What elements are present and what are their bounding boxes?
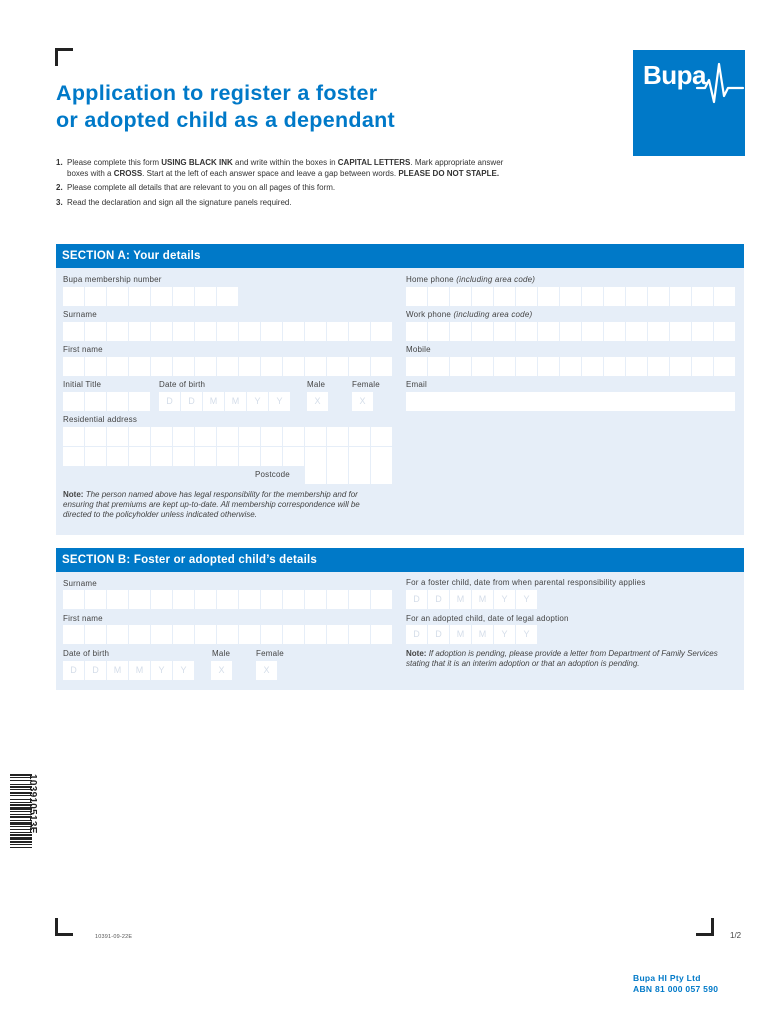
character-box[interactable]: M xyxy=(472,590,493,609)
postcode-label: Postcode xyxy=(255,470,290,479)
character-box[interactable] xyxy=(195,427,216,446)
character-box[interactable] xyxy=(516,322,537,341)
character-box[interactable]: D xyxy=(428,590,449,609)
character-box[interactable] xyxy=(472,322,493,341)
character-box[interactable] xyxy=(406,357,427,376)
barcode-bar xyxy=(10,844,32,845)
character-box[interactable] xyxy=(129,427,150,446)
child-date-of-birth-input[interactable] xyxy=(63,661,194,680)
character-box[interactable] xyxy=(129,287,150,306)
character-box[interactable] xyxy=(582,287,603,306)
character-box[interactable] xyxy=(129,447,150,466)
character-box[interactable]: M xyxy=(225,392,246,411)
character-box[interactable] xyxy=(107,357,128,376)
character-box[interactable]: Y xyxy=(516,625,537,644)
character-box[interactable] xyxy=(371,447,392,466)
male-label: Male xyxy=(307,380,326,389)
character-box[interactable] xyxy=(428,357,449,376)
section-a-note xyxy=(63,490,383,520)
first-name-label: First name xyxy=(63,345,103,354)
character-box[interactable] xyxy=(472,357,493,376)
character-box[interactable] xyxy=(349,590,370,609)
character-box[interactable] xyxy=(283,590,304,609)
work-phone-input[interactable] xyxy=(406,322,735,341)
character-box[interactable] xyxy=(494,322,515,341)
character-box[interactable] xyxy=(305,625,326,644)
instruction-text: . Mark appropriate answer boxes with a xyxy=(67,158,504,178)
character-box[interactable] xyxy=(327,427,348,446)
address-line-1-input[interactable] xyxy=(63,427,392,446)
character-box[interactable] xyxy=(239,625,260,644)
character-box[interactable] xyxy=(129,625,150,644)
character-box[interactable] xyxy=(173,322,194,341)
character-box[interactable] xyxy=(217,322,238,341)
character-box[interactable]: M xyxy=(450,590,471,609)
character-box[interactable] xyxy=(107,392,128,411)
instruction-2 xyxy=(56,183,506,194)
character-box[interactable] xyxy=(151,447,172,466)
character-box[interactable] xyxy=(371,322,392,341)
character-box[interactable]: M xyxy=(450,625,471,644)
section-b xyxy=(56,548,744,690)
character-box[interactable] xyxy=(428,322,449,341)
section-b-heading: SECTION B: Foster or adopted child’s details xyxy=(56,548,744,572)
character-box[interactable] xyxy=(63,392,84,411)
character-box[interactable] xyxy=(305,357,326,376)
character-box[interactable] xyxy=(217,590,238,609)
character-box[interactable] xyxy=(129,357,150,376)
character-box[interactable] xyxy=(63,447,84,466)
character-box[interactable]: D xyxy=(428,625,449,644)
character-box[interactable] xyxy=(714,322,735,341)
character-box[interactable] xyxy=(151,625,172,644)
character-box[interactable] xyxy=(63,287,84,306)
character-box[interactable]: X xyxy=(352,392,373,411)
date-of-birth-input[interactable] xyxy=(159,392,290,411)
instructions-list xyxy=(56,158,506,212)
section-a-heading: SECTION A: Your details xyxy=(56,244,744,268)
character-box[interactable] xyxy=(173,625,194,644)
note-text: If adoption is pending, please provide a letter from Department of Family Services stating that it is an interim adoption or that an adoption is pending. xyxy=(406,649,718,668)
character-box[interactable] xyxy=(714,357,735,376)
home-phone-label xyxy=(406,275,535,284)
character-box[interactable] xyxy=(283,447,304,466)
barcode-bar xyxy=(10,834,32,836)
barcode-bar xyxy=(10,841,32,843)
character-box[interactable] xyxy=(428,287,449,306)
character-box[interactable] xyxy=(129,590,150,609)
character-box[interactable] xyxy=(283,357,304,376)
character-box[interactable]: M xyxy=(129,661,150,680)
section-b-note xyxy=(406,649,736,669)
character-box[interactable] xyxy=(604,322,625,341)
character-box[interactable]: X xyxy=(211,661,232,680)
surname-label: Surname xyxy=(63,310,97,319)
character-box[interactable] xyxy=(173,447,194,466)
character-box[interactable] xyxy=(63,322,84,341)
character-box[interactable] xyxy=(494,357,515,376)
character-box[interactable] xyxy=(217,287,238,306)
character-box[interactable] xyxy=(450,287,471,306)
child-female-checkbox[interactable] xyxy=(256,661,277,680)
character-box[interactable] xyxy=(371,625,392,644)
character-box[interactable] xyxy=(305,465,326,484)
initial-title-label: Initial Title xyxy=(63,380,102,389)
character-box[interactable] xyxy=(516,357,537,376)
character-box[interactable] xyxy=(327,625,348,644)
character-box[interactable] xyxy=(670,357,691,376)
character-box[interactable] xyxy=(173,357,194,376)
character-box[interactable] xyxy=(327,590,348,609)
character-box[interactable] xyxy=(195,322,216,341)
character-box[interactable] xyxy=(327,447,348,466)
character-box[interactable] xyxy=(305,447,326,466)
character-box[interactable] xyxy=(692,287,713,306)
logo-text: Bupa xyxy=(643,60,706,90)
residential-address-label: Residential address xyxy=(63,415,138,424)
character-box[interactable] xyxy=(327,465,348,484)
character-box[interactable] xyxy=(604,357,625,376)
character-box[interactable] xyxy=(217,427,238,446)
character-box[interactable] xyxy=(107,590,128,609)
company-name: Bupa HI Pty Ltd xyxy=(633,973,701,983)
character-box[interactable] xyxy=(261,625,282,644)
character-box[interactable] xyxy=(107,447,128,466)
character-box[interactable]: M xyxy=(107,661,128,680)
character-box[interactable] xyxy=(261,590,282,609)
character-box[interactable] xyxy=(538,322,559,341)
instruction-text: Please complete this form xyxy=(67,158,162,167)
character-box[interactable] xyxy=(371,465,392,484)
character-box[interactable] xyxy=(406,287,427,306)
character-box[interactable] xyxy=(305,590,326,609)
home-phone-hint: (including area code) xyxy=(456,275,536,284)
character-box[interactable] xyxy=(626,322,647,341)
character-box[interactable]: Y xyxy=(173,661,194,680)
instruction-1 xyxy=(56,158,506,179)
character-box[interactable] xyxy=(217,625,238,644)
instruction-number: 1. xyxy=(56,158,63,167)
email-input[interactable] xyxy=(406,392,735,411)
child-male-checkbox[interactable] xyxy=(211,661,232,680)
character-box[interactable] xyxy=(261,357,282,376)
character-box[interactable] xyxy=(85,427,106,446)
page-number: 1/2 xyxy=(730,931,742,940)
character-box[interactable] xyxy=(239,357,260,376)
character-box[interactable]: X xyxy=(307,392,328,411)
instruction-number: 3. xyxy=(56,197,63,207)
character-box[interactable] xyxy=(151,590,172,609)
character-box[interactable] xyxy=(107,322,128,341)
address-line-2-input[interactable] xyxy=(63,447,392,466)
section-a xyxy=(56,244,744,535)
mobile-input[interactable] xyxy=(406,357,735,376)
character-box[interactable]: Y xyxy=(151,661,172,680)
character-box[interactable] xyxy=(63,427,84,446)
character-box[interactable] xyxy=(129,322,150,341)
home-phone-text: Home phone xyxy=(406,275,454,284)
note-label: Note: xyxy=(406,649,427,658)
character-box[interactable] xyxy=(538,357,559,376)
character-box[interactable]: D xyxy=(406,625,427,644)
character-box[interactable] xyxy=(648,357,669,376)
female-checkbox[interactable] xyxy=(352,392,373,411)
child-first-name-label: First name xyxy=(63,614,103,623)
character-box[interactable] xyxy=(305,427,326,446)
character-box[interactable] xyxy=(173,590,194,609)
instruction-3 xyxy=(56,198,506,209)
character-box[interactable] xyxy=(107,287,128,306)
character-box[interactable] xyxy=(63,590,84,609)
character-box[interactable] xyxy=(349,322,370,341)
male-checkbox[interactable] xyxy=(307,392,328,411)
character-box[interactable] xyxy=(648,322,669,341)
foster-date-input[interactable] xyxy=(406,590,537,609)
character-box[interactable] xyxy=(604,287,625,306)
character-box[interactable] xyxy=(371,357,392,376)
character-box[interactable] xyxy=(85,322,106,341)
character-box[interactable]: Y xyxy=(494,590,515,609)
character-box[interactable] xyxy=(494,287,515,306)
adoption-date-label: For an adopted child, date of legal adoption xyxy=(406,614,569,623)
character-box[interactable] xyxy=(371,427,392,446)
instruction-bold: CROSS xyxy=(113,168,143,178)
work-phone-label xyxy=(406,310,532,319)
character-box[interactable] xyxy=(538,287,559,306)
character-box[interactable] xyxy=(560,287,581,306)
character-box[interactable] xyxy=(406,322,427,341)
crop-mark-bottom-left xyxy=(55,918,73,936)
instruction-bold: CAPITAL LETTERS xyxy=(337,158,411,167)
foster-date-label: For a foster child, date from when parental responsibility applies xyxy=(406,578,646,587)
character-box[interactable] xyxy=(151,322,172,341)
child-female-label: Female xyxy=(256,649,284,658)
character-box[interactable] xyxy=(261,427,282,446)
character-box[interactable] xyxy=(195,287,216,306)
child-date-of-birth-label: Date of birth xyxy=(63,649,110,658)
heartbeat-line-icon xyxy=(633,50,745,156)
character-box[interactable] xyxy=(239,427,260,446)
character-box[interactable]: D xyxy=(63,661,84,680)
instruction-text: . Start at the left of each answer space and leave a gap between words. xyxy=(142,168,399,178)
character-box[interactable] xyxy=(107,625,128,644)
title-line-1: Application to register a foster xyxy=(56,81,378,105)
company-abn: ABN 81 000 057 590 xyxy=(633,984,719,994)
character-box[interactable] xyxy=(63,357,84,376)
character-box[interactable] xyxy=(195,590,216,609)
character-box[interactable] xyxy=(85,392,106,411)
character-box[interactable] xyxy=(283,322,304,341)
character-box[interactable] xyxy=(195,357,216,376)
note-text: The person named above has legal responsibility for the membership and for ensuring that premiums are kept up-to-date. All membership correspondence will be directed to the policyholder unless indicated otherwise. xyxy=(63,490,360,519)
character-box[interactable] xyxy=(670,322,691,341)
character-box[interactable] xyxy=(692,357,713,376)
character-box[interactable] xyxy=(217,357,238,376)
character-box[interactable] xyxy=(129,392,150,411)
character-box[interactable] xyxy=(107,427,128,446)
adoption-date-input[interactable] xyxy=(406,625,537,644)
character-box[interactable] xyxy=(151,427,172,446)
character-box[interactable] xyxy=(472,287,493,306)
instruction-bold: PLEASE DO NOT STAPLE. xyxy=(398,168,500,178)
character-box[interactable]: X xyxy=(256,661,277,680)
child-first-name-input[interactable] xyxy=(63,625,392,644)
character-box[interactable]: Y xyxy=(247,392,268,411)
character-box[interactable] xyxy=(582,322,603,341)
character-box[interactable] xyxy=(349,625,370,644)
character-box[interactable] xyxy=(195,447,216,466)
first-name-input[interactable] xyxy=(63,357,392,376)
character-box[interactable] xyxy=(261,322,282,341)
crop-mark-bottom-right xyxy=(696,918,714,936)
character-box[interactable] xyxy=(85,447,106,466)
character-box[interactable] xyxy=(450,322,471,341)
character-box[interactable] xyxy=(582,357,603,376)
mobile-label: Mobile xyxy=(406,345,431,354)
character-box[interactable] xyxy=(626,287,647,306)
character-box[interactable] xyxy=(85,625,106,644)
initial-title-input[interactable] xyxy=(63,392,150,411)
character-box[interactable]: D xyxy=(406,590,427,609)
character-box[interactable] xyxy=(371,590,392,609)
surname-input[interactable] xyxy=(63,322,392,341)
character-box[interactable] xyxy=(151,357,172,376)
character-box[interactable] xyxy=(173,287,194,306)
page-title xyxy=(56,80,395,134)
character-box[interactable] xyxy=(714,287,735,306)
note-label: Note: xyxy=(63,490,84,499)
date-of-birth-label: Date of birth xyxy=(159,380,206,389)
character-box[interactable]: Y xyxy=(494,625,515,644)
character-box[interactable] xyxy=(239,447,260,466)
barcode-number: 103910513E xyxy=(27,774,38,834)
character-box[interactable]: Y xyxy=(516,590,537,609)
character-box[interactable]: D xyxy=(85,661,106,680)
instruction-text: and write within the boxes in xyxy=(232,158,338,167)
membership-number-label: Bupa membership number xyxy=(63,275,162,284)
instruction-text: Read the declaration and sign all the signature panels required. xyxy=(67,197,292,207)
barcode-bar xyxy=(10,847,32,848)
character-box[interactable]: D xyxy=(159,392,180,411)
character-box[interactable] xyxy=(85,357,106,376)
character-box[interactable]: Y xyxy=(269,392,290,411)
character-box[interactable] xyxy=(349,357,370,376)
barcode-bar xyxy=(10,837,32,840)
character-box[interactable] xyxy=(305,322,326,341)
character-box[interactable] xyxy=(217,447,238,466)
form-code: 10391-09-22E xyxy=(95,934,133,940)
character-box[interactable] xyxy=(516,287,537,306)
instruction-number: 2. xyxy=(56,183,63,192)
child-surname-input[interactable] xyxy=(63,590,392,609)
work-phone-hint: (including area code) xyxy=(453,310,533,319)
character-box[interactable] xyxy=(261,447,282,466)
title-line-2: or adopted child as a dependant xyxy=(56,108,396,132)
character-box[interactable] xyxy=(648,287,669,306)
work-phone-text: Work phone xyxy=(406,310,451,319)
character-box[interactable]: M xyxy=(472,625,493,644)
character-box[interactable] xyxy=(85,287,106,306)
character-box[interactable] xyxy=(560,322,581,341)
company-details xyxy=(633,973,718,995)
home-phone-input[interactable] xyxy=(406,287,735,306)
character-box[interactable]: D xyxy=(181,392,202,411)
character-box[interactable] xyxy=(349,447,370,466)
character-box[interactable] xyxy=(670,287,691,306)
character-box[interactable] xyxy=(327,322,348,341)
character-box[interactable] xyxy=(327,357,348,376)
character-box[interactable] xyxy=(692,322,713,341)
character-box[interactable] xyxy=(450,357,471,376)
character-box[interactable] xyxy=(63,625,84,644)
character-box[interactable] xyxy=(85,590,106,609)
character-box[interactable] xyxy=(283,427,304,446)
character-box[interactable] xyxy=(349,465,370,484)
character-box[interactable] xyxy=(239,322,260,341)
female-label: Female xyxy=(352,380,380,389)
character-box[interactable] xyxy=(626,357,647,376)
instruction-text: Please complete all details that are relevant to you on all pages of this form. xyxy=(67,183,336,192)
child-surname-label: Surname xyxy=(63,579,97,588)
character-box[interactable] xyxy=(195,625,216,644)
character-box[interactable]: M xyxy=(203,392,224,411)
character-box[interactable] xyxy=(239,590,260,609)
character-box[interactable] xyxy=(151,287,172,306)
character-box[interactable] xyxy=(173,427,194,446)
membership-number-input[interactable] xyxy=(63,287,238,306)
bupa-logo xyxy=(633,50,745,156)
instruction-bold: USING BLACK INK xyxy=(161,158,233,167)
postcode-input[interactable] xyxy=(305,465,392,484)
character-box[interactable] xyxy=(349,427,370,446)
character-box[interactable] xyxy=(560,357,581,376)
character-box[interactable] xyxy=(283,625,304,644)
email-label: Email xyxy=(406,380,428,389)
crop-mark-top-left xyxy=(55,48,73,66)
child-male-label: Male xyxy=(212,649,231,658)
